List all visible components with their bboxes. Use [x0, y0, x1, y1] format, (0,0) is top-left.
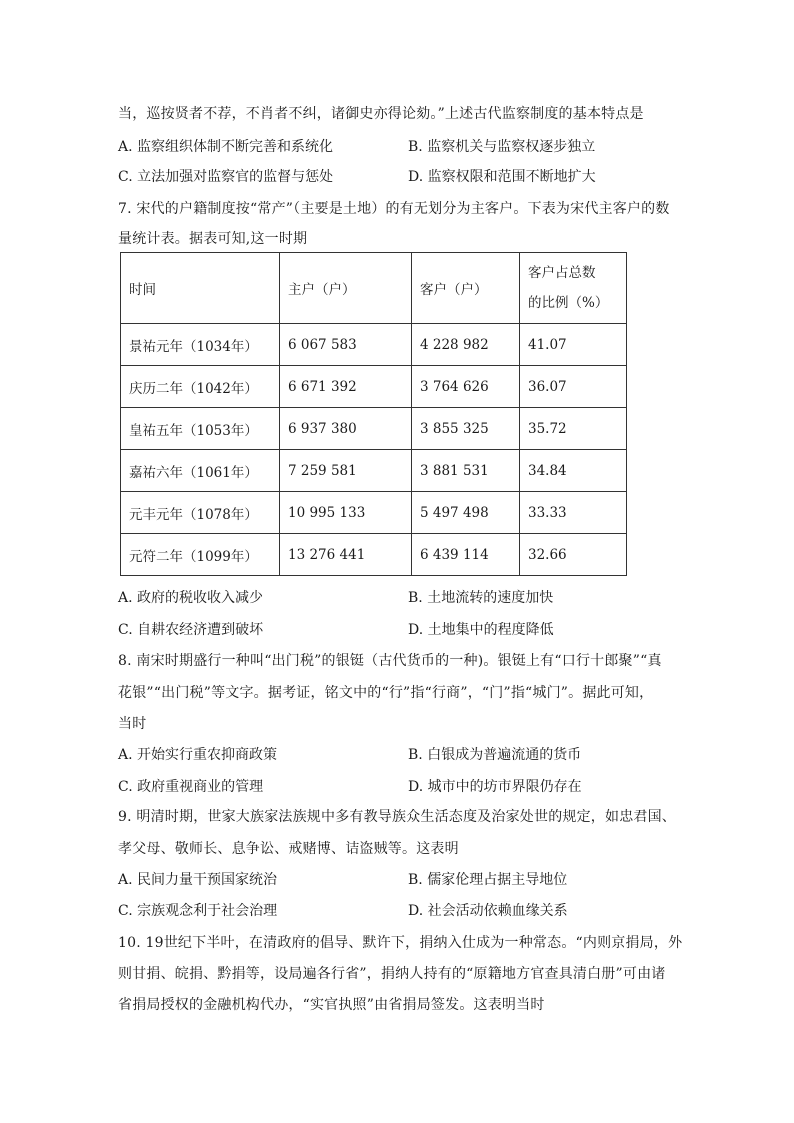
- q7-option-c[interactable]: C. 自耕农经济遭到破坏: [118, 622, 264, 638]
- cell-guest: 6 439 114: [412, 534, 520, 576]
- header-guest-households: 客户（户）: [412, 253, 520, 324]
- q8-option-d[interactable]: D. 城市中的坊市界限仍存在: [408, 779, 582, 795]
- q6-option-d[interactable]: D. 监察权限和范围不断地扩大: [408, 169, 596, 185]
- q7-option-b[interactable]: B. 土地流转的速度加快: [408, 590, 554, 606]
- cell-guest: 3 855 325: [412, 408, 520, 450]
- household-table: [120, 252, 627, 576]
- cell-guest: 3 881 531: [412, 450, 520, 492]
- cell-guest: 3 764 626: [412, 366, 520, 408]
- table-row: [121, 408, 627, 450]
- cell-guest: 4 228 982: [412, 324, 520, 366]
- table-row: [121, 450, 627, 492]
- cell-main: 10 995 133: [280, 492, 412, 534]
- cell-guest: 5 497 498: [412, 492, 520, 534]
- cell-main: 7 259 581: [280, 450, 412, 492]
- table-row: [121, 534, 627, 576]
- q8-stem-line-1: 8. 南宋时期盛行一种叫“出门税”的银铤（古代货币的一种)。银铤上有“口行十郎聚”“真: [118, 653, 662, 669]
- header-ratio-line-2: 的比例（%）: [528, 295, 609, 311]
- q6-option-b[interactable]: B. 监察机关与监察权逐步独立: [408, 139, 596, 155]
- q9-option-d[interactable]: D. 社会活动依赖血缘关系: [408, 903, 568, 919]
- cell-time: 皇祐五年（1053年）: [121, 408, 280, 450]
- table-header-row: [121, 253, 627, 324]
- cell-time: 嘉祐六年（1061年）: [121, 450, 280, 492]
- q7-stem-line-1: 7. 宋代的户籍制度按“常产”（主要是土地）的有无划分为主客户。下表为宋代主客户的数: [118, 201, 670, 217]
- q9-stem-line-1: 9. 明清时期，世家大族家法族规中多有教导族众生活态度及治家处世的规定，如忠君国、: [118, 809, 677, 825]
- cell-main: 6 671 392: [280, 366, 412, 408]
- q8-stem-line-3: 当时: [118, 716, 147, 732]
- cell-main: 6 937 380: [280, 408, 412, 450]
- q8-option-a[interactable]: A. 开始实行重农抑商政策: [118, 747, 278, 763]
- cell-main: 6 067 583: [280, 324, 412, 366]
- q8-option-c[interactable]: C. 政府重视商业的管理: [118, 779, 264, 795]
- q8-stem-line-2: 花银”“出门税”等文字。据考证，铭文中的“行”指“行商”，“门”指“城门”。据此可知，: [118, 685, 654, 701]
- header-main-households: 主户（户）: [280, 253, 412, 324]
- header-ratio: [520, 253, 627, 324]
- q10-stem-line-3: 省捐局授权的金融机构代办，“实官执照”由省捐局签发。这表明当时: [118, 997, 545, 1013]
- q8-option-b[interactable]: B. 白银成为普遍流通的货币: [408, 747, 582, 763]
- table-row: [121, 492, 627, 534]
- cell-ratio: 33.33: [520, 492, 627, 534]
- q6-option-a[interactable]: A. 监察组织体制不断完善和系统化: [118, 139, 334, 155]
- q7-option-a[interactable]: A. 政府的税收收入减少: [118, 590, 264, 606]
- q10-stem-line-2: 则甘捐、皖捐、黔捐等，设局遍各行省”，捐纳人持有的“原籍地方官查具清白册”可由诸: [118, 966, 666, 982]
- cell-main: 13 276 441: [280, 534, 412, 576]
- q6-option-c[interactable]: C. 立法加强对监察官的监督与惩处: [118, 169, 334, 185]
- table-row: [121, 366, 627, 408]
- q7-stem-line-2: 量统计表。据表可知,这一时期: [118, 231, 308, 247]
- q9-option-a[interactable]: A. 民间力量干预国家统治: [118, 872, 278, 888]
- cell-time: 元符二年（1099年）: [121, 534, 280, 576]
- cell-time: 元丰元年（1078年）: [121, 492, 280, 534]
- q6-stem: 当，巡按贤者不荐，不肖者不纠，诸御史亦得论劾。”上述古代监察制度的基本特点是: [118, 106, 644, 122]
- cell-ratio: 35.72: [520, 408, 627, 450]
- q9-option-b[interactable]: B. 儒家伦理占据主导地位: [408, 872, 568, 888]
- q10-stem-line-1: 10. 19世纪下半叶，在清政府的倡导、默许下，捐纳入仕成为一种常态。“内则京捐局，外: [118, 935, 683, 951]
- cell-ratio: 36.07: [520, 366, 627, 408]
- cell-time: 景祐元年（1034年）: [121, 324, 280, 366]
- cell-ratio: 41.07: [520, 324, 627, 366]
- cell-ratio: 34.84: [520, 450, 627, 492]
- header-ratio-line-1: 客户占总数: [528, 265, 596, 281]
- q9-stem-line-2: 孝父母、敬师长、息争讼、戒赌博、诘盗贼等。这表明: [118, 841, 459, 857]
- q9-option-c[interactable]: C. 宗族观念利于社会治理: [118, 903, 278, 919]
- cell-time: 庆历二年（1042年）: [121, 366, 280, 408]
- header-time: 时间: [121, 253, 280, 324]
- table-row: [121, 324, 627, 366]
- cell-ratio: 32.66: [520, 534, 627, 576]
- q7-option-d[interactable]: D. 土地集中的程度降低: [408, 622, 554, 638]
